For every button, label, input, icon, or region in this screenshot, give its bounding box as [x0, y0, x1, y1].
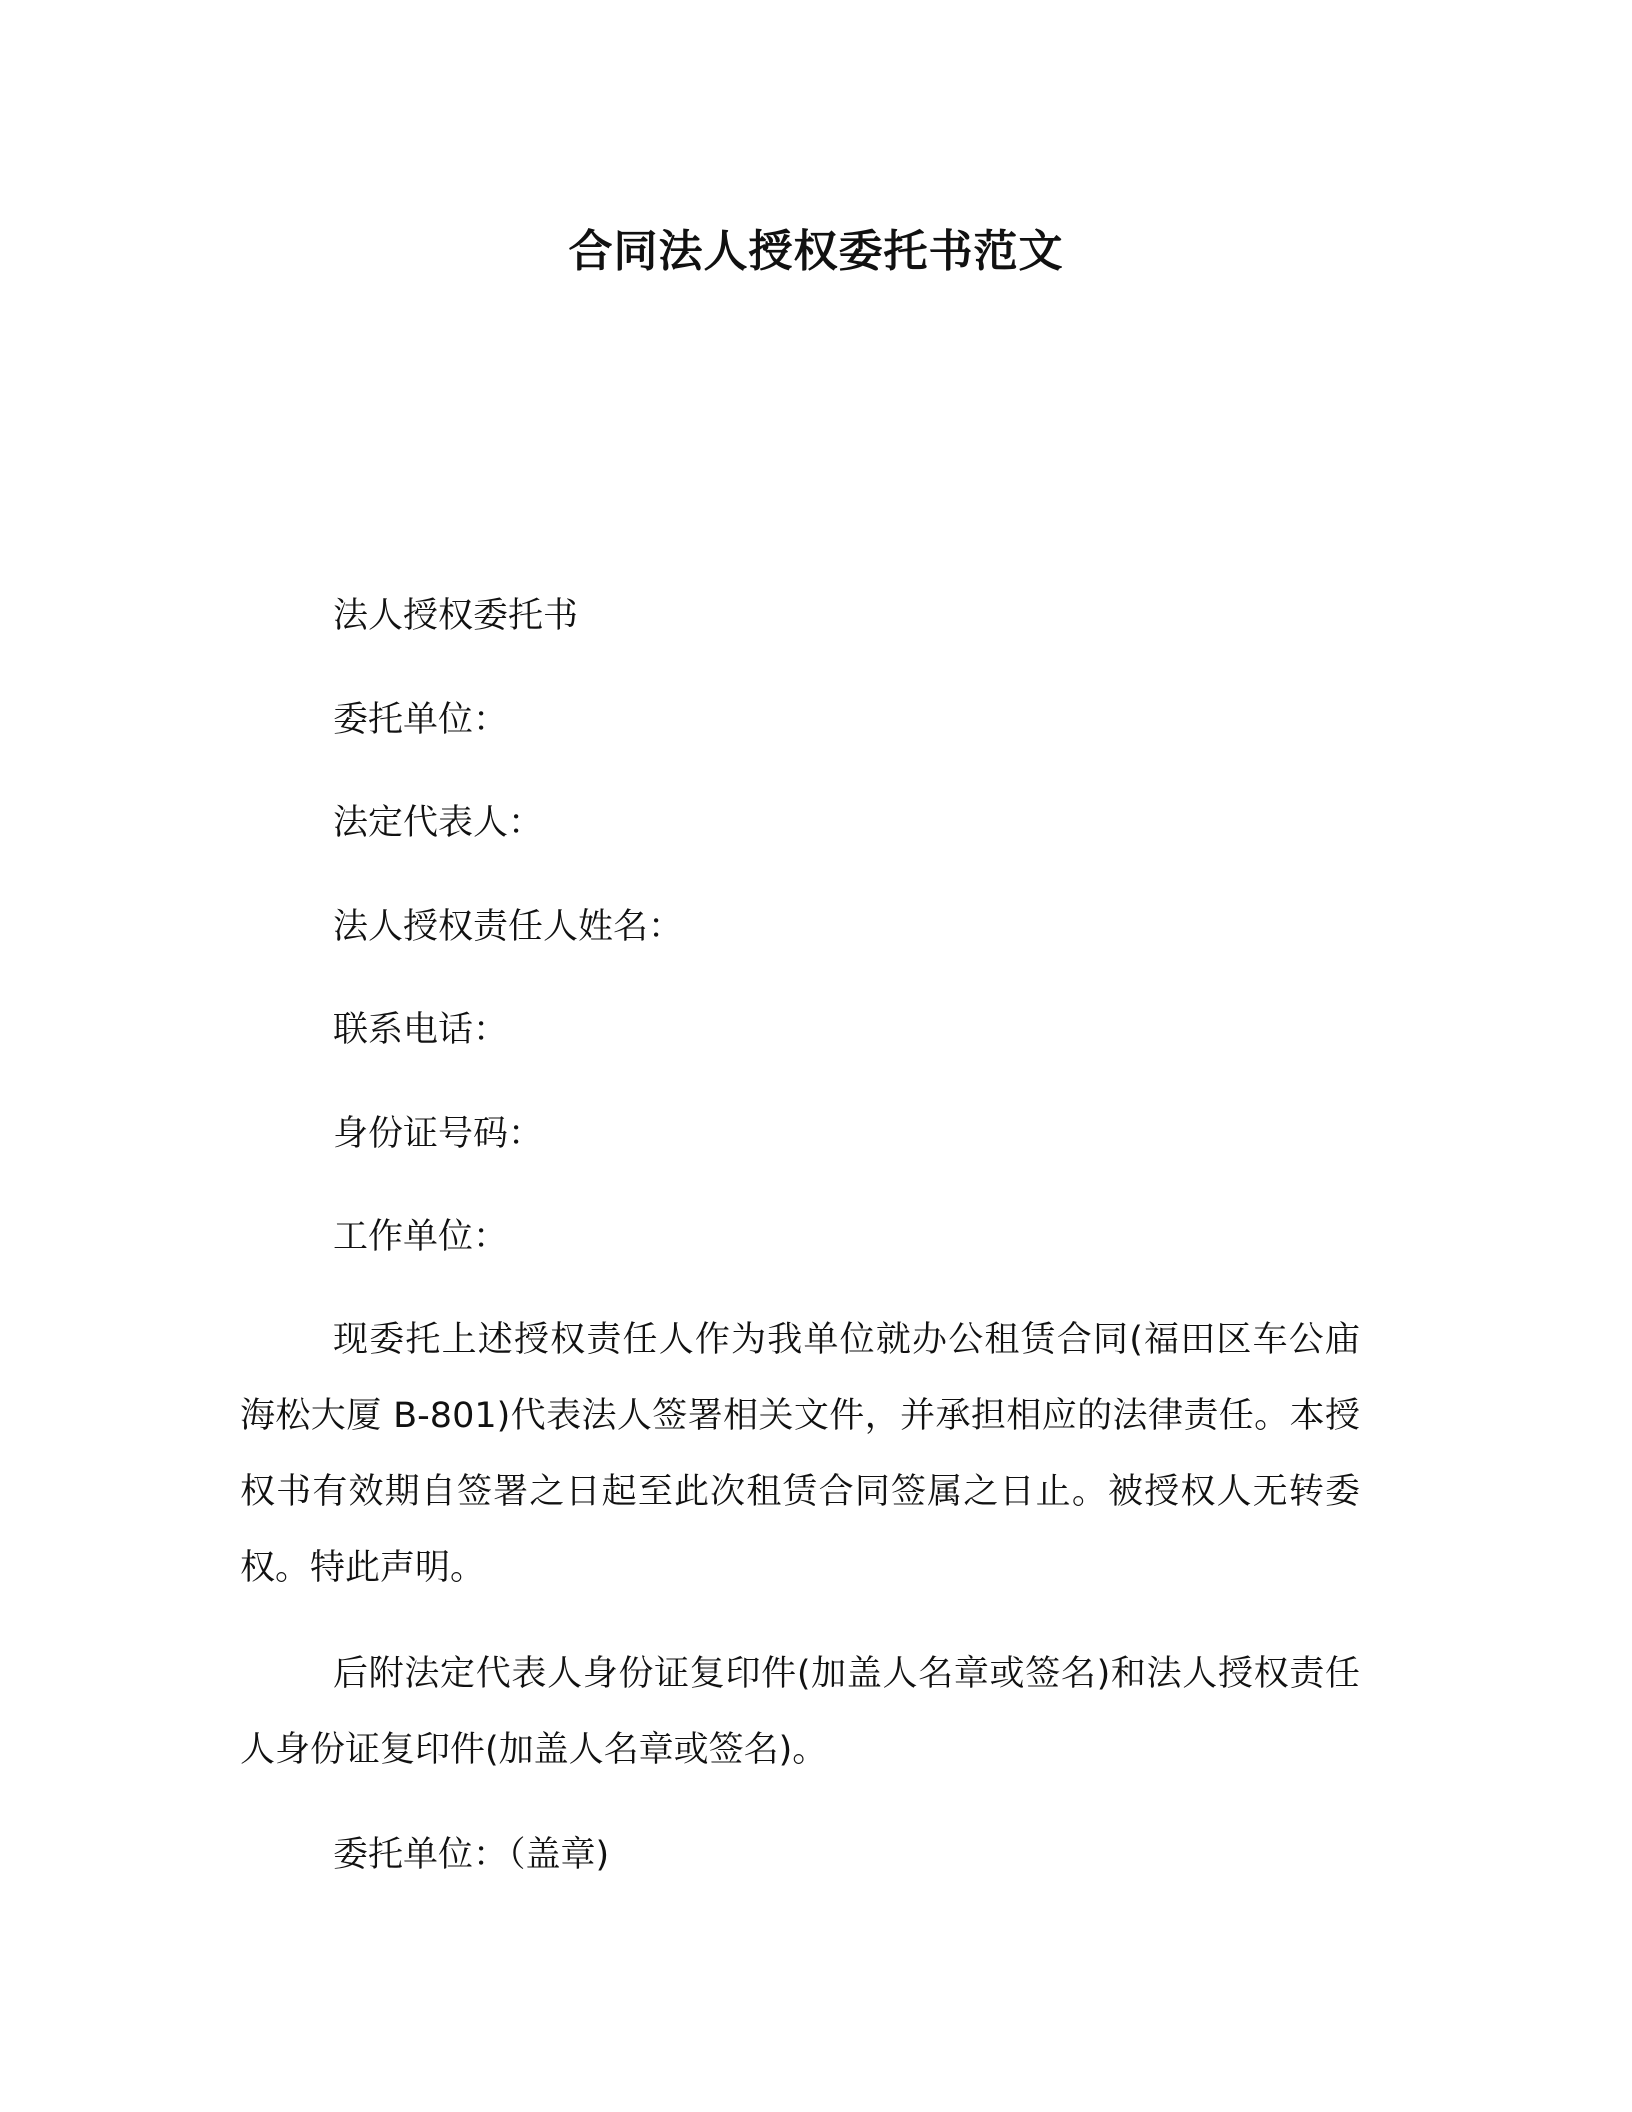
document-title: 合同法人授权委托书范文: [568, 226, 1064, 277]
field-entrusting-unit: 委托单位：: [333, 700, 509, 740]
field-legal-representative: 法定代表人：: [333, 803, 544, 843]
field-id-number: 身份证号码：: [333, 1114, 544, 1154]
field-contact-phone: 联系电话：: [333, 1010, 509, 1050]
field-authorized-person-name: 法人授权责任人姓名：: [333, 907, 684, 947]
closing-signature-line: 委托单位：（盖章): [333, 1835, 610, 1875]
attachment-paragraph: 后附法定代表人身份证复印件(加盖人名章或签名)和法人授权责任人身份证复印件(加盖人名章或签名)。: [240, 1654, 1360, 1770]
authorization-paragraph: 现委托上述授权责任人作为我单位就办公租赁合同(福田区车公庙海松大厦 B-801)代表法人签署相关文件，并承担相应的法律责任。本授权书有效期自签署之日起至此次租赁合同签属之日止。被授权人无转委权。特此声明。: [240, 1320, 1360, 1588]
field-work-unit: 工作单位：: [333, 1217, 509, 1257]
document-heading: 法人授权委托书: [333, 596, 579, 636]
